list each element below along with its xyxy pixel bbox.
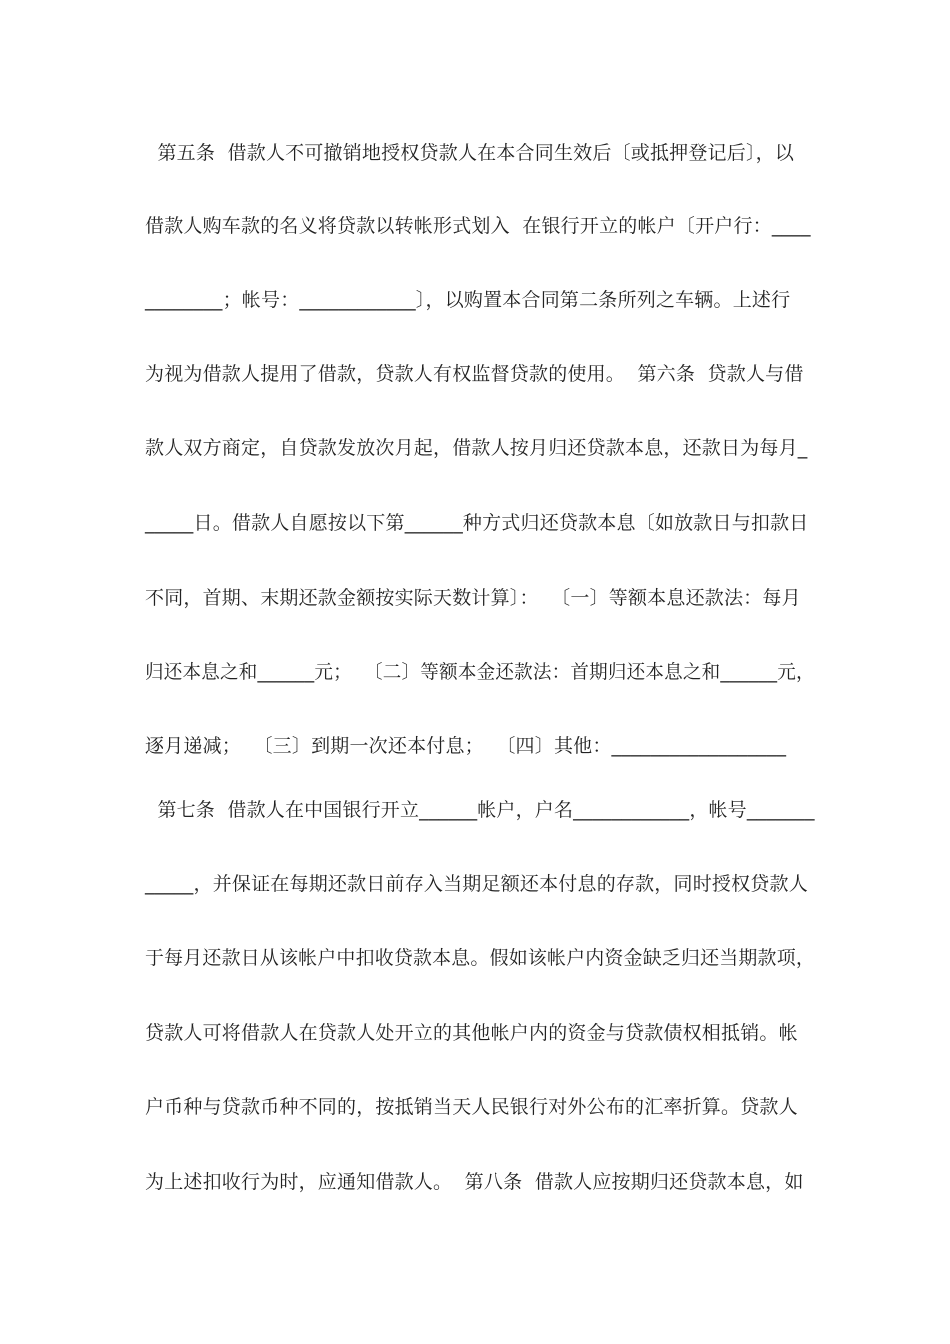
text-line	[145, 1167, 804, 1197]
text-line-content: 为视为借款人提用了借款，贷款人有权监督贷款的使用。 第六条 贷款人与借	[145, 363, 804, 385]
text-line	[145, 731, 786, 761]
text-line	[145, 359, 804, 389]
text-line	[145, 1092, 798, 1122]
text-line	[145, 508, 809, 538]
text-line-content: _____日。借款人自愿按以下第______种方式归还贷款本息〔如放款日与扣款日	[145, 512, 809, 534]
text-line-content: 于每月还款日从该帐户中扣收贷款本息。假如该帐户内资金缺乏归还当期款项，	[145, 947, 815, 969]
text-line	[145, 795, 815, 825]
text-line-content: 归还本息之和______元； 〔二〕等额本金还款法：首期归还本息之和______元，	[145, 661, 815, 683]
text-line-content: 逐月递减； 〔三〕到期一次还本付息； 〔四〕其他：__________________	[145, 735, 787, 757]
text-line-content: 为上述扣收行为时，应通知借款人。 第八条 借款人应按期归还贷款本息，如	[145, 1171, 804, 1193]
text-line	[145, 583, 801, 613]
text-line	[145, 869, 808, 899]
text-line	[145, 433, 808, 463]
text-line	[145, 138, 794, 168]
text-line-content: _____，并保证在每期还款日前存入当期足额还本付息的存款，同时授权贷款人	[145, 873, 808, 895]
text-line-content: ________；帐号：____________〕，以购置本合同第二条所列之车辆。上述行	[145, 289, 791, 311]
text-line-content: 户币种与贷款币种不同的，按抵销当天人民银行对外公布的汇率折算。贷款人	[145, 1096, 798, 1118]
text-line	[145, 943, 815, 973]
text-line-content: 贷款人可将借款人在贷款人处开立的其他帐户内的资金与贷款债权相抵销。帐	[145, 1022, 798, 1044]
text-line-content: 款人双方商定，自贷款发放次月起，借款人按月归还贷款本息，还款日为每月_	[145, 437, 808, 459]
text-line-content: 不同，首期、末期还款金额按实际天数计算〕： 〔一〕等额本息还款法：每月	[145, 587, 801, 609]
text-line-content: 第五条 借款人不可撤销地授权贷款人在本合同生效后〔或抵押登记后〕，以	[145, 142, 795, 164]
text-line-content: 第七条 借款人在中国银行开立______帐户，户名____________，帐号_______	[145, 799, 815, 821]
text-line	[145, 657, 815, 687]
text-line-content: 借款人购车款的名义将贷款以转帐形式划入 在银行开立的帐户〔开户行：____	[145, 215, 811, 237]
text-line	[145, 1018, 798, 1048]
text-line	[145, 211, 811, 241]
text-line	[145, 285, 790, 315]
